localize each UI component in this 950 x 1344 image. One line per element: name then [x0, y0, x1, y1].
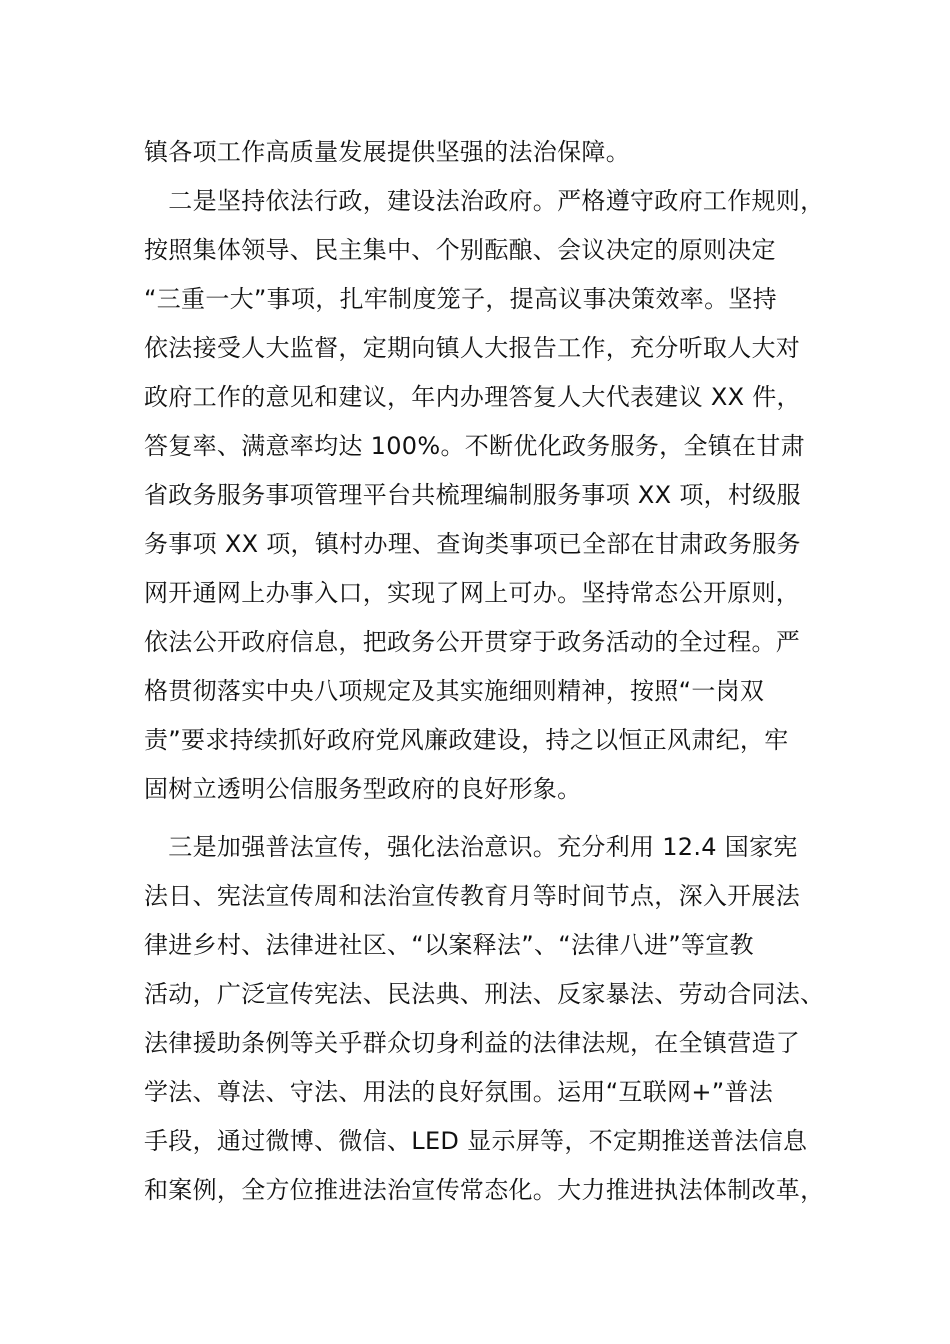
- text-line: 学法、尊法、守法、用法的良好氛围。运用“互联网+”普法: [144, 1078, 774, 1106]
- text-line: 按照集体领导、民主集中、个别酝酿、会议决定的原则决定: [144, 236, 776, 264]
- text-line: 律进乡村、法律进社区、“以案释法”、“法律八进”等宣教: [144, 931, 754, 959]
- text-line: 手段，通过微博、微信、LED 显示屏等，不定期推送普法信息: [144, 1127, 808, 1155]
- paragraph-start-line: 二是坚持依法行政，建设法治政府。严格遵守政府工作规则，: [144, 187, 825, 215]
- text-line: 省政务服务事项管理平台共梳理编制服务事项 XX 项，村级服: [144, 481, 801, 509]
- paragraph-start-line: 三是加强普法宣传，强化法治意识。充分利用 12.4 国家宪: [144, 833, 798, 861]
- text-line: 格贯彻落实中央八项规定及其实施细则精神，按照“一岗双: [144, 677, 765, 705]
- text-line: 务事项 XX 项，镇村办理、查询类事项已全部在甘肃政务服务: [144, 530, 801, 558]
- text-line: 责”要求持续抓好政府党风廉政建设，持之以恒正风肃纪，牢: [144, 726, 789, 754]
- text-line: 法律援助条例等关乎群众切身利益的法律法规，在全镇营造了: [144, 1029, 801, 1057]
- text-line: 和案例，全方位推进法治宣传常态化。大力推进执法体制改革，: [144, 1176, 825, 1204]
- text-line: 依法公开政府信息，把政务公开贯穿于政务活动的全过程。严: [144, 628, 801, 656]
- text-line: 网开通网上办事入口，实现了网上可办。坚持常态公开原则，: [144, 579, 801, 607]
- text-line: 镇各项工作高质量发展提供坚强的法治保障。: [144, 138, 630, 166]
- text-line: 活动，广泛宣传宪法、民法典、刑法、反家暴法、劳动合同法、: [144, 980, 825, 1008]
- text-line: 政府工作的意见和建议，年内办理答复人大代表建议 XX 件，: [144, 383, 801, 411]
- text-line: “三重一大”事项，扎牢制度笼子，提高议事决策效率。坚持: [144, 285, 777, 313]
- text-line: 固树立透明公信服务型政府的良好形象。: [144, 775, 582, 803]
- text-line: 依法接受人大监督，定期向镇人大报告工作，充分听取人大对: [144, 334, 801, 362]
- text-line: 法日、宪法宣传周和法治宣传教育月等时间节点，深入开展法: [144, 882, 801, 910]
- text-line: 答复率、满意率均达 100%。不断优化政务服务，全镇在甘肃: [144, 432, 805, 460]
